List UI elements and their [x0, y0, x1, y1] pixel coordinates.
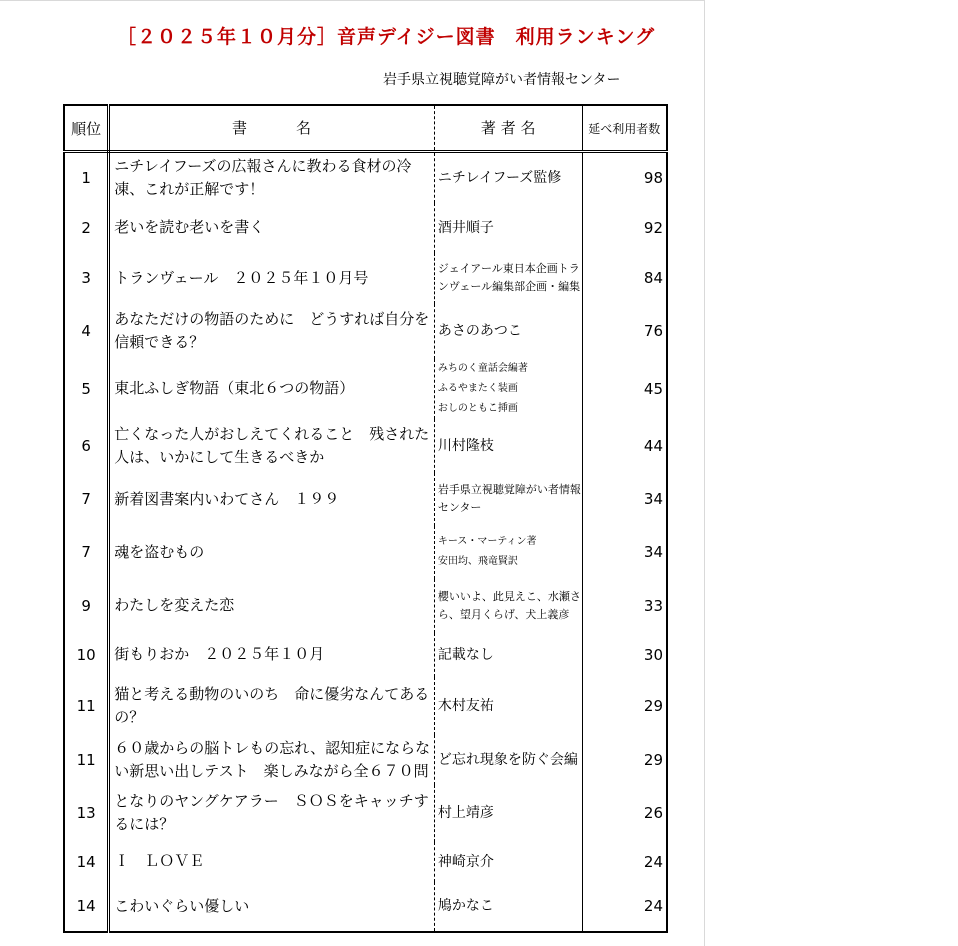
row-count: 34 — [582, 526, 667, 579]
row-rank: 11 — [64, 677, 109, 735]
table-row — [64, 842, 667, 882]
row-count: 29 — [582, 677, 667, 735]
row-author — [434, 304, 582, 359]
author-line: あさのあつこ — [437, 323, 522, 339]
row-author — [434, 785, 582, 842]
row-author — [434, 526, 582, 579]
header-title: 書 名 — [109, 105, 435, 152]
author-line: ふるやまたく装画 — [437, 382, 518, 394]
author-line: 記載なし — [437, 646, 494, 663]
table-row — [64, 473, 667, 526]
row-count: 34 — [582, 473, 667, 526]
table-row — [64, 526, 667, 579]
row-count: 98 — [582, 152, 667, 203]
author-line: 酒井順子 — [437, 219, 494, 236]
author-line: 神崎京介 — [437, 853, 494, 870]
row-rank: 2 — [64, 203, 109, 253]
row-title: 亡くなった人がおしえてくれること 残された人は、いかにして生きるべきか — [109, 419, 435, 473]
table-row — [64, 882, 667, 932]
row-count: 30 — [582, 633, 667, 677]
author-line: キース・マーティン著 — [437, 536, 537, 547]
row-rank: 3 — [64, 253, 109, 304]
header-rank: 順位 — [64, 105, 109, 152]
table-row — [64, 419, 667, 473]
row-count: 92 — [582, 203, 667, 253]
ranking-table — [63, 104, 668, 933]
row-author — [434, 842, 582, 882]
row-title: 魂を盗むもの — [109, 526, 435, 579]
table-header-row — [64, 105, 667, 152]
row-rank: 7 — [64, 473, 109, 526]
table-row — [64, 633, 667, 677]
table-row — [64, 735, 667, 785]
row-count: 33 — [582, 579, 667, 633]
row-count: 26 — [582, 785, 667, 842]
row-title: 新着図書案内いわてさん １９９ — [109, 473, 435, 526]
row-author — [434, 882, 582, 932]
row-rank: 6 — [64, 419, 109, 473]
row-title: 東北ふしぎ物語（東北６つの物語） — [109, 359, 435, 419]
row-count: 44 — [582, 419, 667, 473]
row-title: トランヴェール ２０２５年１０月号 — [109, 253, 435, 304]
row-title: わたしを変えた恋 — [109, 579, 435, 633]
row-title: となりのヤングケアラー ＳＯＳをキャッチするには？ — [109, 785, 435, 842]
row-rank: 7 — [64, 526, 109, 579]
header-count: 延べ利用者数 — [582, 105, 667, 152]
author-line: みちのく童話会編著 — [437, 362, 528, 374]
row-rank: 13 — [64, 785, 109, 842]
row-rank: 9 — [64, 579, 109, 633]
table-row — [64, 152, 667, 203]
author-line: 村上靖彦 — [437, 805, 494, 821]
author-line: ニチレイフーズ監修 — [437, 169, 562, 186]
row-author — [434, 203, 582, 253]
row-rank: 1 — [64, 152, 109, 203]
row-author — [434, 633, 582, 677]
row-author — [434, 735, 582, 785]
row-author — [434, 579, 582, 633]
row-count: 84 — [582, 253, 667, 304]
table-row — [64, 677, 667, 735]
row-count: 24 — [582, 842, 667, 882]
row-author — [434, 359, 582, 419]
row-rank: 14 — [64, 882, 109, 932]
row-author — [434, 473, 582, 526]
row-author — [434, 419, 582, 473]
row-rank: 11 — [64, 735, 109, 785]
author-line: 岩手県立視聴覚障がい者情報センター — [437, 483, 581, 514]
row-rank: 5 — [64, 359, 109, 419]
row-rank: 4 — [64, 304, 109, 359]
page-title: ［２０２５年１０月分］音声デイジー図書 利用ランキング — [117, 26, 656, 48]
organization-name: 岩手県立視聴覚障がい者情報センター — [383, 72, 621, 88]
author-line: 鳩かなこ — [437, 898, 494, 914]
table-row — [64, 253, 667, 304]
table-row — [64, 304, 667, 359]
row-title: 老いを読む老いを書く — [109, 203, 435, 253]
row-title: 街もりおか ２０２５年１０月 — [109, 633, 435, 677]
row-author — [434, 253, 582, 304]
row-count: 24 — [582, 882, 667, 932]
row-count: 45 — [582, 359, 667, 419]
row-title: 猫と考える動物のいのち 命に優劣なんてあるの？ — [109, 677, 435, 735]
header-author: 著 者 名 — [434, 105, 582, 152]
author-line: ど忘れ現象を防ぐ会編 — [437, 751, 578, 768]
table-row — [64, 203, 667, 253]
row-count: 76 — [582, 304, 667, 359]
author-line: 櫻いいよ、此見えこ、水瀬さら、望月くらげ、犬上義彦 — [437, 589, 581, 621]
row-title: Ｉ ＬＯＶＥ — [109, 842, 435, 882]
table-row — [64, 579, 667, 633]
row-title: あなただけの物語のために どうすれば自分を信頼できる？ — [109, 304, 435, 359]
author-line: 木村友祐 — [437, 697, 494, 714]
table-row — [64, 785, 667, 842]
author-line: ジェイアール東日本企画トランヴェール編集部企画・編集 — [437, 262, 581, 293]
row-count: 29 — [582, 735, 667, 785]
ranking-rows — [64, 152, 667, 932]
row-title: ６０歳からの脳トレもの忘れ、認知症にならない新思い出しテスト 楽しみながら全６７０問 — [109, 735, 435, 785]
page-top-border — [0, 0, 704, 1]
row-rank: 14 — [64, 842, 109, 882]
row-rank: 10 — [64, 633, 109, 677]
row-title: ニチレイフーズの広報さんに教わる食材の冷凍、これが正解です！ — [109, 152, 435, 203]
row-author — [434, 152, 582, 203]
table-row — [64, 359, 667, 419]
author-line: 安田均、飛竜賢訳 — [437, 556, 518, 567]
author-line: 川村隆枝 — [437, 437, 494, 454]
author-line: おしのともこ挿画 — [437, 402, 518, 414]
row-author — [434, 677, 582, 735]
page-right-border — [704, 0, 705, 946]
row-title: こわいぐらい優しい — [109, 882, 435, 932]
